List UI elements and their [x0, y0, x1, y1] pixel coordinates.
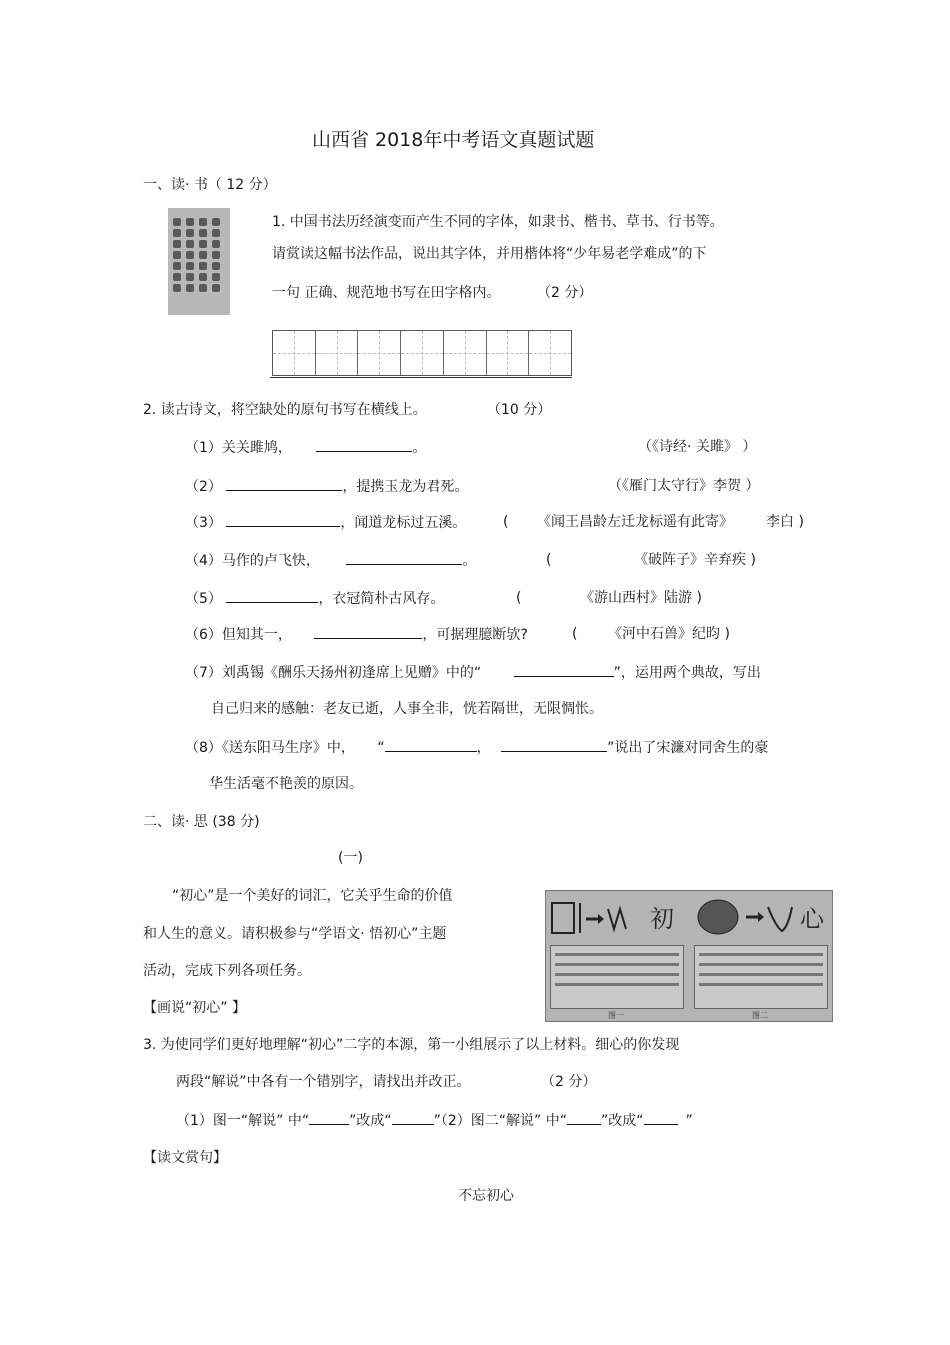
- figure-note-1: [550, 945, 684, 1009]
- q2-item-4: （4）马作的卢飞快， 。: [185, 550, 476, 571]
- heart-icon: [694, 897, 794, 939]
- subheading-read: 【读文赏句】: [143, 1150, 227, 1166]
- q2-item-1: （1）关关雎鸠， 。: [185, 437, 426, 458]
- figure-note-2: [694, 945, 828, 1009]
- answer-blank[interactable]: [392, 1110, 434, 1125]
- q2-item-7: （7）刘禹锡《酬乐天扬州初逢席上见赠》中的“ ”，运用两个典故，写出: [185, 662, 761, 683]
- intro-line2: 和人生的意义。请积极参与“学语文· 悟初心”主题: [143, 926, 447, 942]
- q2-item-5-source-open: (: [516, 590, 522, 606]
- q2-item-6: （6）但知其一， ，可据理臆断欤?: [185, 624, 528, 645]
- q2-item-3: （3） ，闻道龙标过五溪。: [185, 512, 466, 533]
- answer-blank[interactable]: [346, 550, 462, 565]
- section-heading-1: 一、读· 书（ 12 分）: [143, 177, 277, 193]
- q2-item-8-line2: 华生活毫不艳羡的原因。: [209, 776, 363, 792]
- answer-blank[interactable]: [226, 512, 340, 527]
- q2-heading: 2. 读古诗文，将空缺处的原句书写在横线上。: [143, 402, 427, 418]
- q2-item-2-source: （《雁门太守行》李贺 ）: [608, 478, 760, 494]
- q1-line1: 1. 中国书法历经演变而产生不同的字体，如隶书、楷书、草书、行书等。: [272, 214, 724, 230]
- answer-blank[interactable]: [385, 737, 477, 752]
- q1-line3: 一句 正确、规范地书写在田字格内。: [272, 285, 501, 301]
- answer-blank[interactable]: [314, 624, 422, 639]
- calligraphy-image: [168, 208, 230, 315]
- answer-blank[interactable]: [309, 1110, 349, 1125]
- answer-blank[interactable]: [316, 437, 412, 452]
- tianzige-grid[interactable]: [272, 330, 572, 376]
- answer-blank[interactable]: [567, 1110, 601, 1125]
- essay-title: 不忘初心: [458, 1188, 514, 1204]
- q1-line2: 请赏读这幅书法作品，说出其字体，并用楷体将“少年易老学难成”的下: [272, 246, 707, 262]
- answer-blank[interactable]: [226, 588, 318, 603]
- q2-item-4-source: 《破阵子》辛弃疾 ): [634, 552, 756, 568]
- q2-item-6-source-open: (: [572, 626, 578, 642]
- q2-item-1-source: （《诗经· 关雎》 ）: [638, 439, 757, 455]
- answer-blank[interactable]: [226, 476, 342, 491]
- q3-line3: （1）图一“解说” 中“ ”改成“ ”（2）图二“解说” 中“ ”改成“ ”: [176, 1110, 693, 1131]
- figure-caption-1: 图一: [608, 1011, 624, 1020]
- q2-item-4-source-open: (: [546, 552, 552, 568]
- q2-item-2: （2） ，提携玉龙为君死。: [185, 476, 468, 497]
- q2-item-7-line2: 自己归来的感触：老友已逝，人事全非，恍若隔世，无限惆怅。: [211, 701, 603, 717]
- q2-item-5-source: 《游山西村》陆游 ): [580, 590, 702, 606]
- answer-blank[interactable]: [501, 737, 607, 752]
- q2-item-3-source-open: (: [503, 514, 509, 530]
- section-heading-2: 二、读· 思 (38 分): [143, 814, 260, 830]
- subheading-draw: 【画说“初心” 】: [143, 1000, 246, 1016]
- answer-blank[interactable]: [514, 662, 614, 677]
- figure-caption-2: 图二: [752, 1011, 768, 1020]
- part-label: (一): [338, 850, 363, 866]
- chuxin-figure: [545, 890, 833, 1022]
- q1-score: （2 分）: [537, 285, 593, 301]
- q2-item-6-source: 《河中石兽》纪昀 ): [608, 626, 730, 642]
- q3-line2: 两段“解说”中各有一个错别字，请找出并改正。: [176, 1074, 471, 1090]
- q2-item-3-source-tail: 李白 ): [766, 514, 804, 530]
- q3-line1: 3. 为使同学们更好地理解“初心”二字的本源，第一小组展示了以上材料。细心的你发现: [143, 1037, 680, 1053]
- intro-line3: 活动，完成下列各项任务。: [143, 963, 311, 979]
- intro-line1: “初心”是一个美好的词汇，它关乎生命的价值: [172, 888, 453, 904]
- page-title: 山西省 2018年中考语文真题试题: [312, 129, 595, 151]
- figure-glyph-1: 初: [650, 905, 674, 933]
- q3-score: （2 分）: [541, 1074, 597, 1090]
- figure-glyph-2: 心: [800, 905, 824, 933]
- q2-score: （10 分）: [487, 402, 552, 418]
- q2-item-5: （5） ，衣冠简朴古风存。: [185, 588, 444, 609]
- clothing-knife-icon: [550, 899, 630, 939]
- q2-item-3-source: 《闻王昌龄左迁龙标遥有此寄》: [537, 514, 733, 530]
- q2-item-8: （8）《送东阳马生序》中， “ ， ”说出了宋濂对同舍生的豪: [185, 737, 768, 758]
- answer-blank[interactable]: [644, 1110, 678, 1125]
